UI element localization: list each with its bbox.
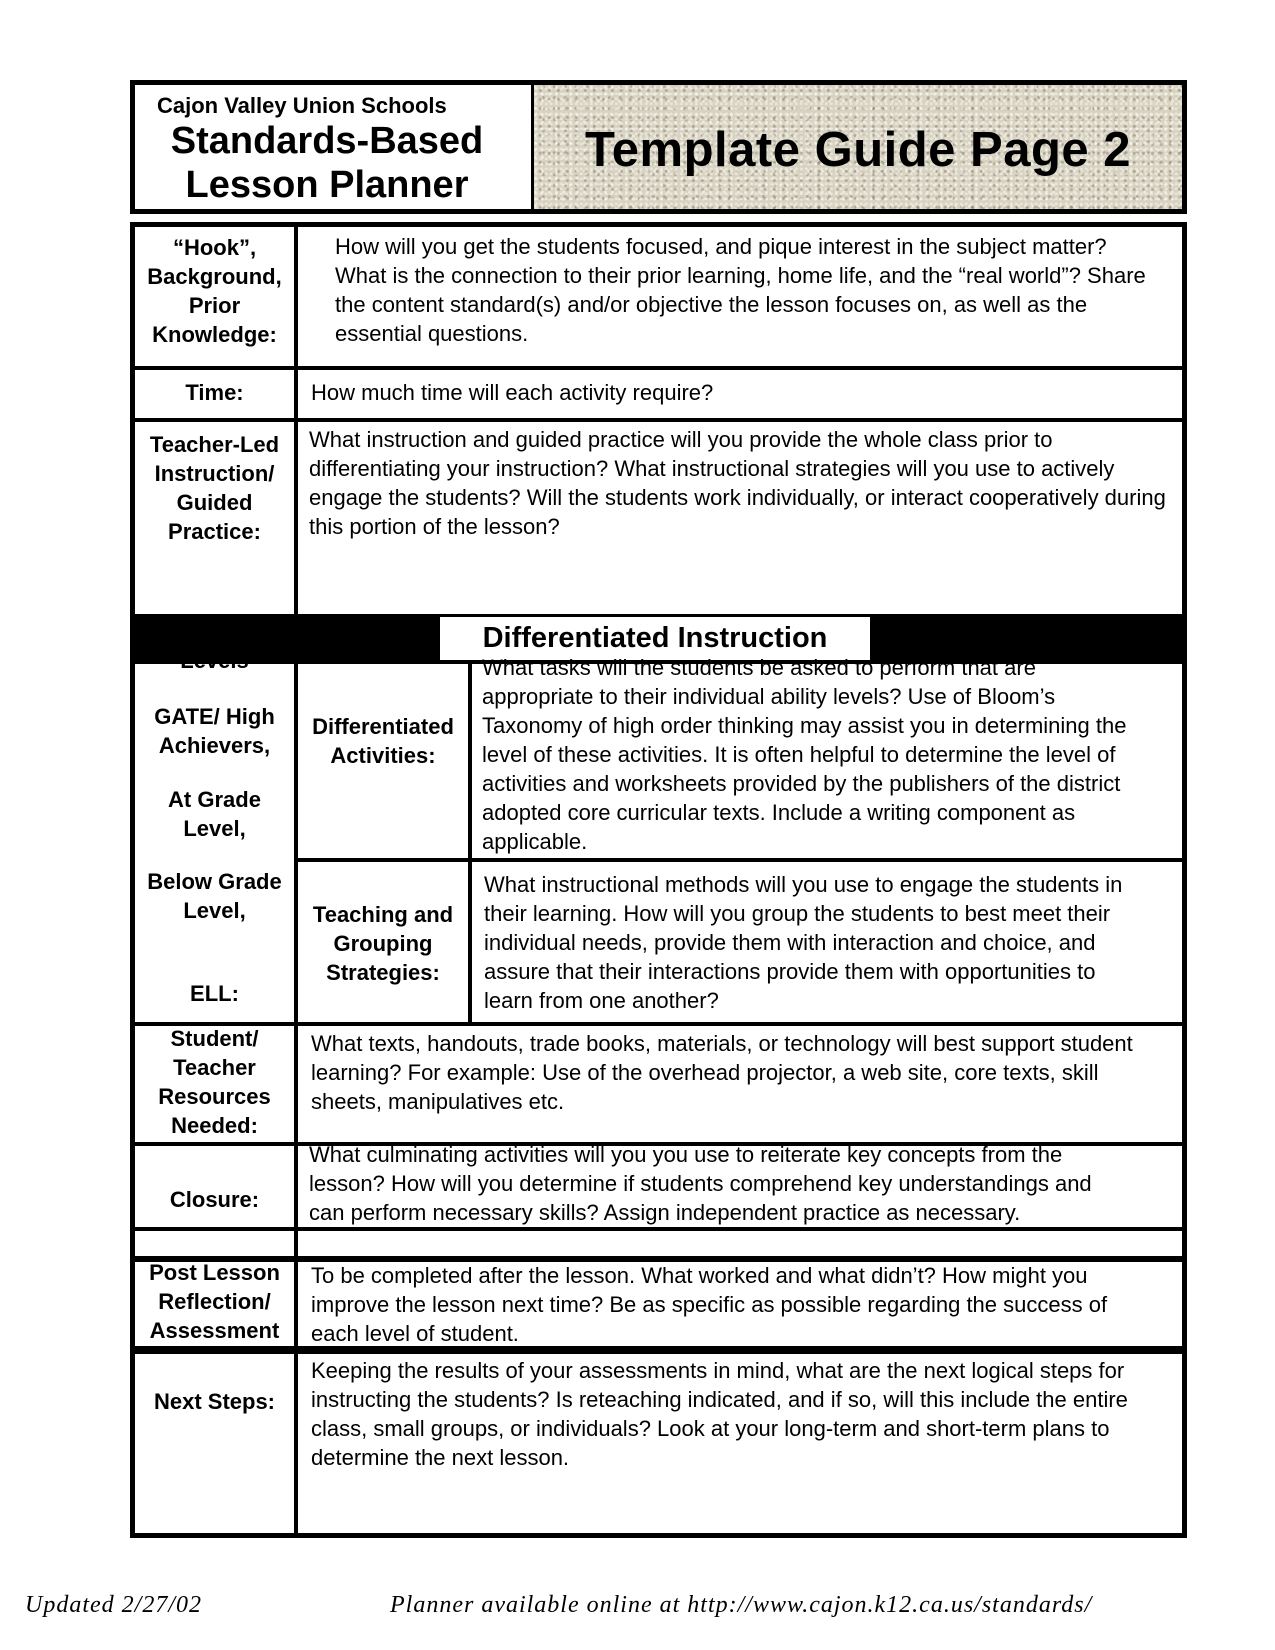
- levels-at-grade: At Grade Level,: [168, 787, 261, 841]
- row-divider: [135, 418, 1182, 422]
- page-title: Template Guide Page 2: [584, 123, 1132, 177]
- sub-divider: [298, 858, 1182, 862]
- time-text: How much time will each activity require?: [311, 380, 714, 405]
- levels-ell: ELL:: [190, 981, 239, 1006]
- lesson-planner-table: [130, 222, 1187, 1538]
- planner-title-line2: Lesson Planner: [185, 164, 469, 206]
- time-label: Time:: [185, 380, 244, 405]
- closure-text: What culminating activities will you you use to reiterate key concepts from the lesson? How will you determine if students comprehend key understandings and can perform necessary skills? Assign independent practice as necessary.: [309, 1142, 1092, 1225]
- row-divider: [135, 1227, 1182, 1231]
- header-title-block: [130, 80, 531, 214]
- page-title-block: [531, 80, 1187, 214]
- col-divider: [468, 664, 472, 1022]
- closure-label: Closure:: [169, 1187, 260, 1212]
- row-divider: [135, 1350, 1182, 1354]
- resources-text: What texts, handouts, trade books, materials, or technology will best support student learning? For example: Use of the overhead projector, a web site, core texts, skill sheets, manipulatives etc.: [311, 1031, 1133, 1114]
- online-note: Planner available online at http://www.cajon.k12.ca.us/standards/: [390, 1592, 1093, 1618]
- school-name: Cajon Valley Union Schools: [157, 93, 447, 118]
- reflection-text: To be completed after the lesson. What worked and what didn’t? How might you improve the lesson next time? Be as specific as possible regarding the success of each level of student.: [311, 1263, 1108, 1346]
- col-divider: [294, 227, 298, 614]
- updated-date: Updated 2/27/02: [25, 1592, 202, 1618]
- col-divider: [294, 664, 298, 1538]
- teaching-grouping-label: Teaching and Grouping Strategies:: [312, 902, 454, 985]
- diff-activities-text: What tasks will the students be asked to perform that are appropriate to their individual ability levels? Use of Bloom’s Taxonomy of high order thinking may assist you in determining the level of these activities. It is often helpful to determine the level of activities and worksheets provided by the publishers of the district adopted core curricular texts. Include a writing component as applicable.: [482, 655, 1127, 854]
- differentiated-title: Differentiated Instruction: [440, 617, 870, 660]
- row-divider: [135, 366, 1182, 370]
- levels-title: Levels: [180, 648, 249, 673]
- teacher-led-label: Teacher-Led Instruction/ Guided Practice:: [149, 432, 280, 544]
- next-steps-label: Next Steps:: [153, 1389, 276, 1414]
- diff-activities-label: Differentiated Activities:: [312, 714, 454, 768]
- hook-label: “Hook”, Background, Prior Knowledge:: [147, 235, 282, 347]
- levels-gate: GATE/ High Achievers,: [154, 704, 275, 758]
- next-steps-text: Keeping the results of your assessments in mind, what are the next logical steps for instructing the students? Is reteaching indicated, and if so, will this include the entire class, small groups, or individuals? Look at your long-term and short-term plans to determine the next lesson.: [311, 1358, 1128, 1470]
- resources-label: Student/ Teacher Resources Needed:: [158, 1026, 271, 1138]
- teacher-led-text: What instruction and guided practice will you provide the whole class prior to differentiating your instruction? What instructional strategies will you use to actively engage the students? Will the students work individually, or interact cooperatively during this portion of the lesson?: [309, 427, 1166, 539]
- teaching-grouping-text: What instructional methods will you use to engage the students in their learning. How will you group the students to best meet their individual needs, provide them with interaction and choice, and assure that their interactions provide them with opportunities to learn from one another?: [484, 872, 1123, 1013]
- planner-title-line1: Standards-Based: [170, 120, 484, 162]
- reflection-label: Post Lesson Reflection/ Assessment: [149, 1260, 280, 1343]
- levels-below-grade: Below Grade Level,: [147, 869, 282, 923]
- hook-text: How will you get the students focused, and pique interest in the subject matter? What is the connection to their prior learning, home life, and the “real world”? Share the content standard(s) and/or objective the lesson focuses on, as well as the essential questions.: [335, 234, 1146, 346]
